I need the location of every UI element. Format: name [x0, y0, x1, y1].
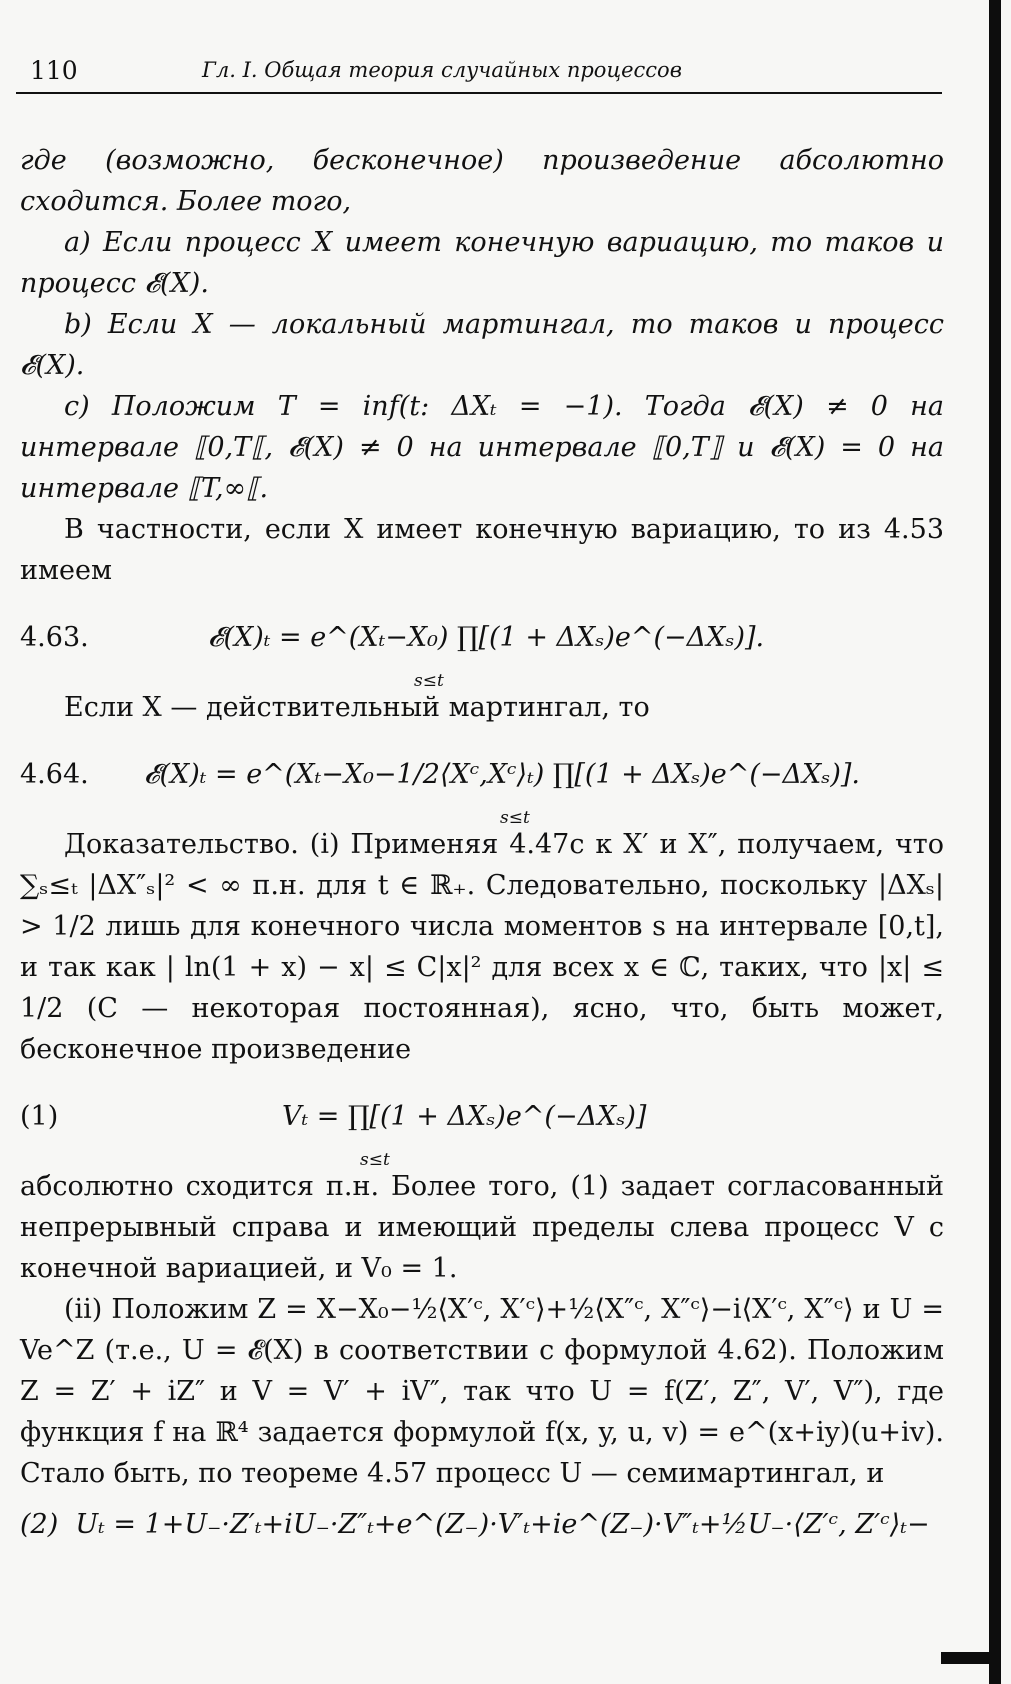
paragraph-claim-a: a) Если процесс X имеет конечную вариацию, то таков и процесс 𝓔(X). [20, 227, 944, 299]
paragraph-finite-variation: В частности, если X имеет конечную вариацию, то из 4.53 имеем [20, 514, 944, 586]
equation-formula: Vₜ = ∏[(1 + ΔXₛ)e^(−ΔXₛ)] [282, 1101, 647, 1132]
equation-2 [20, 1504, 944, 1545]
equation-4-64 [20, 728, 944, 828]
paragraph-proof-part-1: Доказательство. (i) Применяя 4.47c к X′ и X″, получаем, что ∑ₛ≤ₜ |ΔX″ₛ|² < ∞ п.н. для t ∈ ℝ₊. Следовательно, поскольку |ΔXₛ| > 1/2 лишь для конечного числа моментов s на интервале [0,t], и так как | ln(1 + x) − x| ≤ C|x|² для всех x ∈ ℂ, таких, что |x| ≤ 1/2 (C — некоторая постоянная), ясно, что, быть может, бесконечное произведение [20, 829, 945, 1065]
paragraph-convergence: где (возможно, бесконечное) произведение абсолютно сходится. Более того, [20, 145, 944, 217]
product-subscript: s≤t [500, 808, 530, 828]
paragraph-claim-c: c) Положим T = inf(t: ΔXₜ = −1). Тогда 𝓔(X) ≠ 0 на интервале ⟦0,T⟦, 𝓔(X) ≠ 0 на интервале ⟦0,T⟧ и 𝓔(X) = 0 на интервале ⟦T,∞⟦. [20, 391, 944, 504]
equation-label: 4.63. [20, 622, 89, 653]
paragraph-claim-b: b) Если X — локальный мартингал, то таков и процесс 𝓔(X). [20, 309, 944, 381]
equation-label: (2) [20, 1509, 59, 1540]
running-title: Гл. I. Общая теория случайных процессов [202, 58, 682, 82]
paragraph-real-martingale: Если X — действительный мартингал, то [64, 692, 650, 723]
paragraph-process-v: абсолютно сходится п.н. Более того, (1) задает согласованный непрерывный справа и имеющий пределы слева процесс V с конечной вариацией, и V₀ = 1. [20, 1171, 944, 1284]
page-body [20, 140, 944, 1545]
equation-1 [20, 1070, 944, 1170]
page-number: 110 [30, 56, 78, 85]
equation-label: 4.64. [20, 759, 89, 790]
page-header [16, 52, 942, 94]
paragraph-proof-part-2: (ii) Положим Z = X−X₀−½⟨X′ᶜ, X′ᶜ⟩+½⟨X″ᶜ, X″ᶜ⟩−i⟨X′ᶜ, X″ᶜ⟩ и U = Ve^Z (т.е., U = 𝓔(X) в соответствии с формулой 4.62). Положим Z = Z′ + iZ″ и V = V′ + iV″, так что U = f(Z′, Z″, V′, V″), где функция f на ℝ⁴ задается формулой f(x, y, u, v) = e^(x+iy)(u+iv). Стало быть, по теореме 4.57 процесс U — семимартингал, и [20, 1294, 944, 1489]
equation-4-63 [20, 591, 944, 691]
binding-shadow-foot [941, 1652, 1001, 1664]
product-subscript: s≤t [360, 1150, 390, 1170]
equation-formula: Uₜ = 1+U₋·Z′ₜ+iU₋·Z″ₜ+e^(Z₋)·V′ₜ+ie^(Z₋)·V″ₜ+½U₋·⟨Z′ᶜ, Z′ᶜ⟩ₜ− [75, 1509, 930, 1540]
equation-label: (1) [20, 1101, 59, 1132]
binding-shadow [989, 0, 1001, 1684]
product-subscript: s≤t [414, 671, 444, 691]
equation-formula: 𝓔(X)ₜ = e^(Xₜ−X₀) ∏[(1 + ΔXₛ)e^(−ΔXₛ)]. [208, 622, 765, 653]
equation-formula: 𝓔(X)ₜ = e^(Xₜ−X₀−1/2⟨Xᶜ,Xᶜ⟩ₜ) ∏[(1 + ΔXₛ)e^(−ΔXₛ)]. [144, 759, 860, 790]
